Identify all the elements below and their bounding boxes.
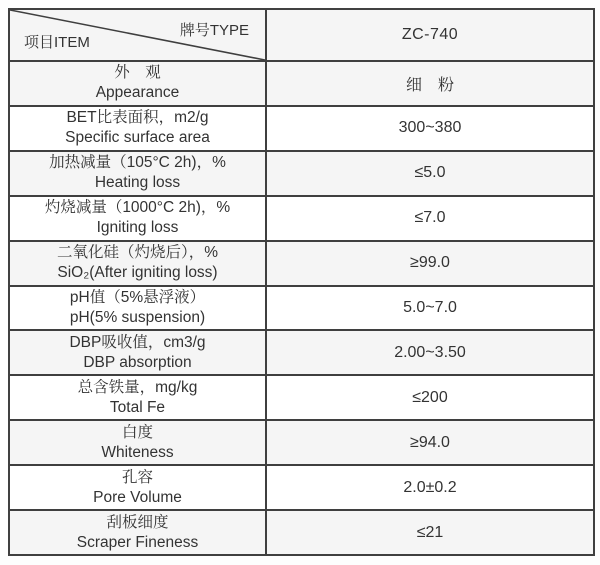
parameter-value-cell: 细 粉 <box>405 76 454 94</box>
parameter-name-cn: 总含铁量，mg/kg <box>77 378 198 396</box>
grade-header-cell: ZC-740 <box>401 26 459 43</box>
parameter-name-en: Igniting loss <box>96 219 179 237</box>
parameter-value-cell: ≥99.0 <box>410 254 450 272</box>
parameter-cell <box>10 511 267 554</box>
parameter-name-en: Heating loss <box>94 174 181 192</box>
parameter-name-cn: 孔容 <box>121 468 153 486</box>
parameter-name-cn: 外 观 <box>114 64 161 82</box>
parameter-cell <box>10 421 267 464</box>
table-row <box>10 376 593 421</box>
parameter-value-cell: ≤7.0 <box>414 209 446 227</box>
parameter-name-en: SiO₂(After igniting loss) <box>57 264 218 282</box>
parameter-name-en: Scraper Fineness <box>76 533 199 551</box>
parameter-value-cell: 2.00~3.50 <box>394 343 466 361</box>
parameter-name-en: Total Fe <box>109 398 166 416</box>
table-row <box>10 511 593 554</box>
parameter-value-cell: ≤5.0 <box>414 164 446 182</box>
table-row <box>10 287 593 332</box>
parameter-name-en: Pore Volume <box>93 488 182 506</box>
table-row <box>10 197 593 242</box>
parameter-name-cn: 加热减量（105°C 2h)，% <box>49 154 226 172</box>
parameter-name-en: DBP absorption <box>83 353 192 371</box>
parameter-value-cell: ≥94.0 <box>410 433 450 451</box>
parameter-cell <box>10 466 267 509</box>
parameter-cell <box>10 197 267 240</box>
table-row <box>10 107 593 152</box>
parameter-cell <box>10 331 267 374</box>
parameter-cell <box>10 242 267 285</box>
parameter-value-cell: ≤200 <box>412 388 448 406</box>
parameter-name-en: Appearance <box>95 84 180 102</box>
parameter-name-cn: 刮板细度 <box>106 513 169 531</box>
parameter-value-cell: 300~380 <box>398 119 462 137</box>
parameter-cell <box>10 62 267 105</box>
parameter-name-cn: 灼烧减量（1000°C 2h)，% <box>44 199 231 217</box>
parameter-value-cell: ≤21 <box>416 523 444 541</box>
table-row <box>10 331 593 376</box>
parameter-name-cn: pH值（5%悬浮液） <box>69 288 206 306</box>
parameter-name-en: Specific surface area <box>65 129 210 147</box>
parameter-name-cn: BET比表面积，m2/g <box>66 109 209 127</box>
parameter-name-cn: 二氧化硅（灼烧后），% <box>56 244 219 262</box>
diagonal-header-cell <box>10 10 267 60</box>
table-row <box>10 466 593 511</box>
table-row <box>10 62 593 107</box>
parameter-value-cell: 5.0~7.0 <box>403 298 457 316</box>
parameter-value-cell: 2.0±0.2 <box>403 478 457 496</box>
table-row <box>10 152 593 197</box>
parameter-cell <box>10 376 267 419</box>
table-header-row <box>10 10 593 62</box>
parameter-cell <box>10 287 267 330</box>
parameter-name-cn: DBP吸收值，cm3/g <box>69 333 206 351</box>
parameter-name-en: pH(5% suspension) <box>69 308 206 326</box>
parameter-cell <box>10 152 267 195</box>
table-row <box>10 421 593 466</box>
parameter-name-en: Whiteness <box>101 443 174 461</box>
product-spec-table <box>8 8 595 556</box>
type-header-label: 牌号TYPE <box>179 22 249 39</box>
parameter-name-cn: 白度 <box>121 423 153 441</box>
table-row <box>10 242 593 287</box>
item-header-label: 项目ITEM <box>24 34 90 51</box>
parameter-cell <box>10 107 267 150</box>
